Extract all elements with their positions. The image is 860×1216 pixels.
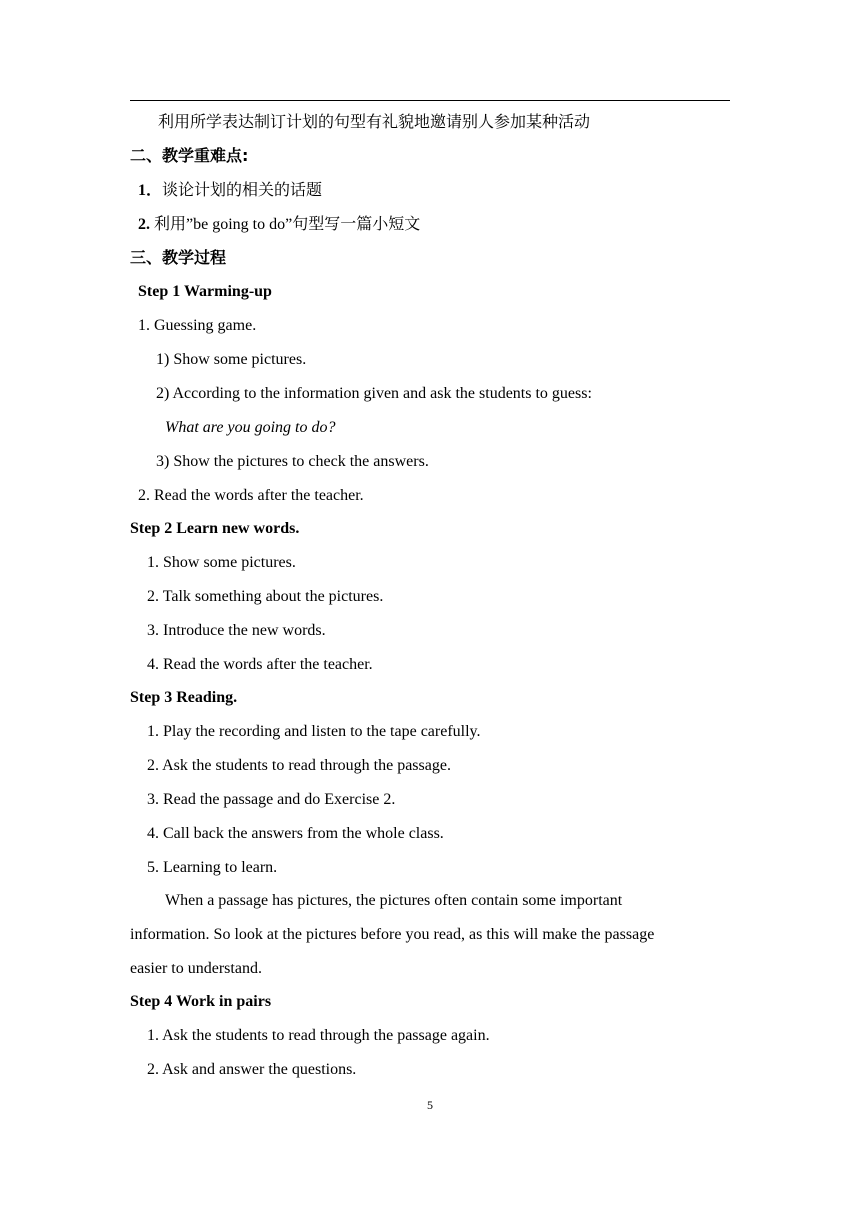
step2-heading: Step 2 Learn new words. <box>130 520 300 537</box>
step4-item: 1. Ask the students to read through the passage again. <box>147 1027 490 1044</box>
intro-line: 利用所学表达制订计划的句型有礼貌地邀请别人参加某种活动 <box>158 112 591 131</box>
step2-item: 2. Talk something about the pictures. <box>147 588 384 605</box>
step3-paragraph-line: easier to understand. <box>130 960 262 977</box>
step3-item: 2. Ask the students to read through the passage. <box>147 757 451 774</box>
step3-paragraph-line: information. So look at the pictures before you read, as this will make the passage <box>130 926 655 943</box>
step1-sub-1: 1) Show some pictures. <box>156 351 307 368</box>
difficulty-2-text-b: ”be going to do” <box>186 216 293 233</box>
step2-item: 1. Show some pictures. <box>147 554 296 571</box>
step1-heading: Step 1 Warming-up <box>138 283 272 300</box>
section-heading-process: 三、教学过程 <box>130 248 227 267</box>
page-number: 5 <box>427 1098 433 1112</box>
step3-paragraph-line: When a passage has pictures, the pictures often contain some important <box>165 892 623 909</box>
step2-item: 4. Read the words after the teacher. <box>147 656 373 673</box>
step4-heading: Step 4 Work in pairs <box>130 993 272 1010</box>
step3-item: 3. Read the passage and do Exercise 2. <box>147 791 396 808</box>
step2-item: 3. Introduce the new words. <box>147 622 326 639</box>
step1-question: What are you going to do? <box>165 419 336 436</box>
step3-item: 5. Learning to learn. <box>147 859 278 876</box>
step3-heading: Step 3 Reading. <box>130 689 238 706</box>
difficulty-item-2 <box>138 214 420 235</box>
difficulty-1-number: 1． <box>138 182 163 199</box>
step1-sub-2: 2) According to the information given and ask the students to guess: <box>156 385 592 402</box>
header-rule <box>130 100 730 101</box>
difficulty-2-text-c: 句型写一篇小短文 <box>292 214 421 233</box>
step1-sub-3: 3) Show the pictures to check the answers. <box>156 453 429 470</box>
step4-item: 2. Ask and answer the questions. <box>147 1061 357 1078</box>
section-heading-difficulties: 二、教学重难点: <box>130 146 249 165</box>
difficulty-2-number: 2. <box>138 216 150 233</box>
step1-item-1: 1. Guessing game. <box>138 317 257 334</box>
difficulty-1-text: 谈论计划的相关的话题 <box>162 180 323 199</box>
difficulty-2-text-a: 利用 <box>154 214 187 233</box>
difficulty-item-1 <box>138 180 322 201</box>
step3-item: 4. Call back the answers from the whole class. <box>147 825 444 842</box>
step1-item-2: 2. Read the words after the teacher. <box>138 487 364 504</box>
step3-item: 1. Play the recording and listen to the tape carefully. <box>147 723 481 740</box>
